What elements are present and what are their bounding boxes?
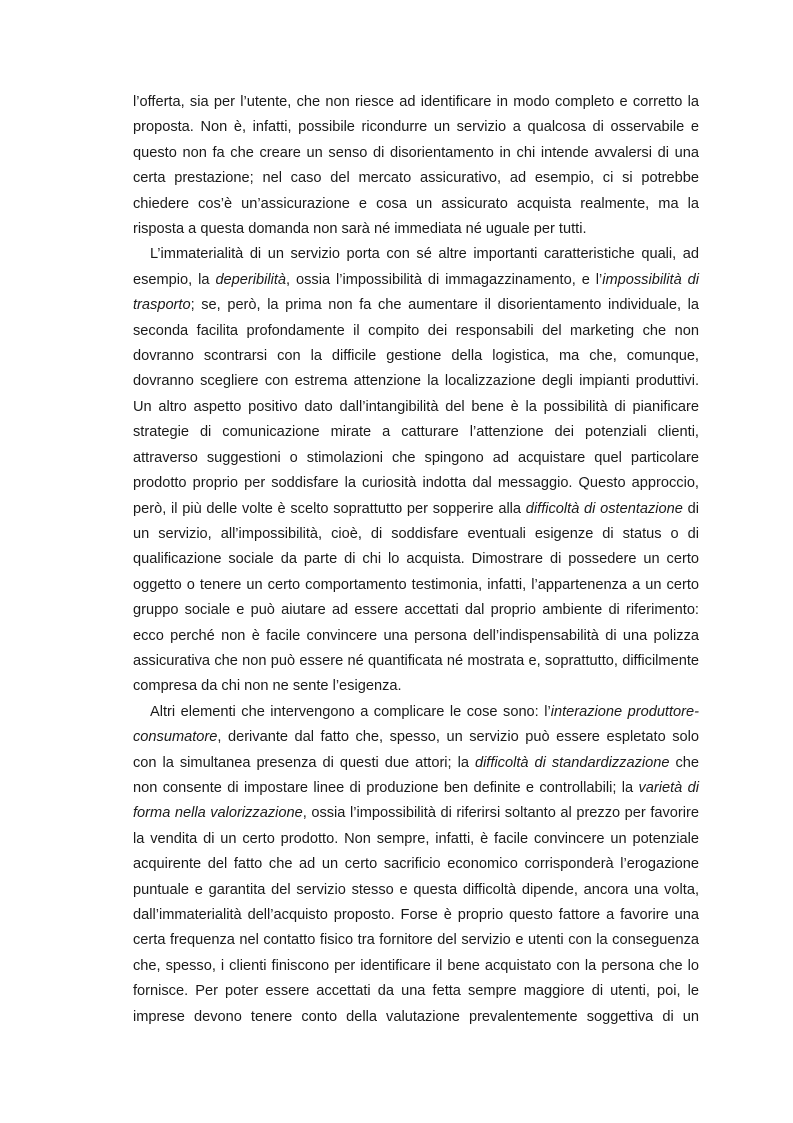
italic-term: forma nella valorizzazione [133, 805, 303, 822]
text-line [133, 573, 699, 598]
text-run: L’immaterialità di un servizio porta con sé altre importanti caratteristiche quali, ad [150, 246, 699, 263]
text-run: certa prestazione; nel caso del mercato assicurativo, ad esempio, ci si potrebbe [133, 170, 699, 187]
text-line [133, 369, 699, 394]
text-run: di [682, 500, 699, 517]
text-run: dovranno scegliere con estrema attenzione la localizzazione degli impianti produttivi. [133, 373, 699, 390]
text-run: Un altro aspetto positivo dato dall’intangibilità del bene è la possibilità di pianificare [133, 398, 699, 415]
italic-term: difficoltà di ostentazione [525, 500, 683, 517]
italic-term: trasporto [133, 297, 191, 314]
text-line [133, 166, 699, 191]
text-line [133, 928, 699, 953]
text-line [133, 801, 699, 826]
text-run: qualificazione sociale da parte di chi lo acquista. Dimostrare di possedere un certo [133, 551, 699, 568]
paragraph [133, 700, 699, 1030]
text-line [133, 776, 699, 801]
text-line [133, 115, 699, 140]
text-line [133, 598, 699, 623]
text-line [133, 649, 699, 674]
text-run: questo non fa che creare un senso di disorientamento in chi intende avvalersi di una [133, 144, 699, 161]
text-run: imprese devono tenere conto della valutazione prevalentemente soggettiva di un [133, 1008, 699, 1025]
text-run: però, il più delle volte è scelto soprattutto per sopperire alla [133, 500, 526, 517]
text-line [133, 954, 699, 979]
text-run: attraverso suggestioni o stimolazioni che spingono ad acquistare quel particolare [133, 449, 699, 466]
text-run: , ossia l’impossibilità di immagazzinamento, e l’ [286, 271, 603, 288]
italic-term: varietà di [638, 779, 699, 796]
text-line [133, 878, 699, 903]
text-run: prodotto proprio per soddisfare la curiosità indotta dal messaggio. Questo approccio, [133, 475, 699, 492]
text-line [133, 751, 699, 776]
text-run: proposta. Non è, infatti, possibile ricondurre un servizio a qualcosa di osservabile e [133, 119, 699, 136]
text-line [133, 725, 699, 750]
text-run: risposta a questa domanda non sarà né immediata né uguale per tutti. [133, 221, 587, 238]
text-run: esempio, la [133, 271, 216, 288]
text-line [133, 903, 699, 928]
text-line [133, 497, 699, 522]
text-run: compresa da chi non ne sente l’esigenza. [133, 678, 402, 695]
text-run: dall’immaterialità dell’acquisto proposto. Forse è proprio questo fattore a favorire una [133, 907, 699, 923]
text-run: l’offerta, sia per l’utente, che non riesce ad identificare in modo completo e corretto la [133, 94, 699, 110]
text-run: strategie di comunicazione mirate a catturare l’attenzione dei potenziali clienti, [133, 424, 699, 441]
text-line [133, 395, 699, 420]
text-run: certa frequenza nel contatto fisico tra fornitore del servizio e utenti con la conseguenza [133, 932, 699, 949]
text-line [133, 979, 699, 1004]
text-run: chiedere cos’è un’assicurazione e cosa un assicurato acquista realmente, ma la [133, 195, 699, 212]
text-line [133, 192, 699, 217]
text-run: Altri elementi che intervengono a complicare le cose sono: l’ [150, 703, 551, 720]
document-page [133, 90, 699, 1030]
text-line [133, 674, 699, 699]
text-line [133, 217, 699, 242]
text-run: gruppo sociale e può aiutare ad essere accettati dal proprio ambiente di riferimento: [133, 602, 699, 619]
text-line [133, 624, 699, 649]
text-run: ; se, però, la prima non fa che aumentare il disorientamento individuale, la [190, 297, 699, 314]
text-line [133, 420, 699, 445]
text-line [133, 852, 699, 877]
text-line [133, 547, 699, 572]
text-run: non consente di impostare linee di produzione ben definite e controllabili; la [133, 779, 639, 796]
text-line [133, 700, 699, 725]
paragraph [133, 90, 699, 242]
italic-term: interazione produttore- [550, 703, 699, 720]
text-run: assicurativa che non può essere né quantificata né mostrata e, soprattutto, difficilmente [133, 652, 699, 669]
text-line [133, 471, 699, 496]
text-line [133, 268, 699, 293]
text-run: un servizio, all’impossibilità, cioè, di soddisfare eventuali esigenze di status o di [133, 525, 699, 542]
text-line [133, 446, 699, 471]
text-line [133, 827, 699, 852]
text-run: , derivante dal fatto che, spesso, un servizio può essere espletato solo [217, 729, 699, 746]
text-run: , ossia l’impossibilità di riferirsi soltanto al prezzo per favorire [302, 805, 699, 822]
italic-term: difficoltà di standardizzazione [474, 754, 670, 771]
text-run: oggetto o tenere un certo comportamento testimonia, infatti, l’appartenenza a un certo [133, 576, 699, 593]
italic-term: consumatore [133, 729, 218, 746]
text-run: seconda facilita profondamente il compito dei responsabili del marketing che non [133, 322, 699, 339]
text-run: ecco perché non è facile convincere una persona dell’indispensabilità di una polizza [133, 627, 699, 644]
text-run: fornisce. Per poter essere accettati da una fetta sempre maggiore di utenti, poi, le [133, 983, 699, 1000]
text-run: puntuale e garantita del servizio stesso e questa difficoltà dipende, ancora una volta, [133, 881, 699, 898]
text-line [133, 319, 699, 344]
italic-term: deperibilità [215, 271, 287, 288]
text-run: dovranno scontrarsi con la difficile gestione della logistica, ma che, comunque, [133, 348, 699, 365]
text-line [133, 141, 699, 166]
paragraph [133, 242, 699, 699]
text-line [133, 242, 699, 267]
text-run: che [669, 754, 699, 771]
text-run: acquirente del fatto che ad un certo sacrificio economico corrisponderà l’erogazione [133, 856, 699, 873]
text-run: con la simultanea presenza di questi due attori; la [133, 754, 475, 771]
text-line [133, 344, 699, 369]
text-line [133, 293, 699, 318]
italic-term: impossibilità di [602, 271, 700, 288]
text-line [133, 1005, 699, 1030]
text-run: che, spesso, i clienti finiscono per identificare il bene acquistato con la persona che lo [133, 957, 699, 974]
text-line [133, 522, 699, 547]
text-run: la vendita di un certo prodotto. Non sempre, infatti, è facile convincere un potenziale [133, 830, 699, 847]
text-line [133, 90, 699, 115]
